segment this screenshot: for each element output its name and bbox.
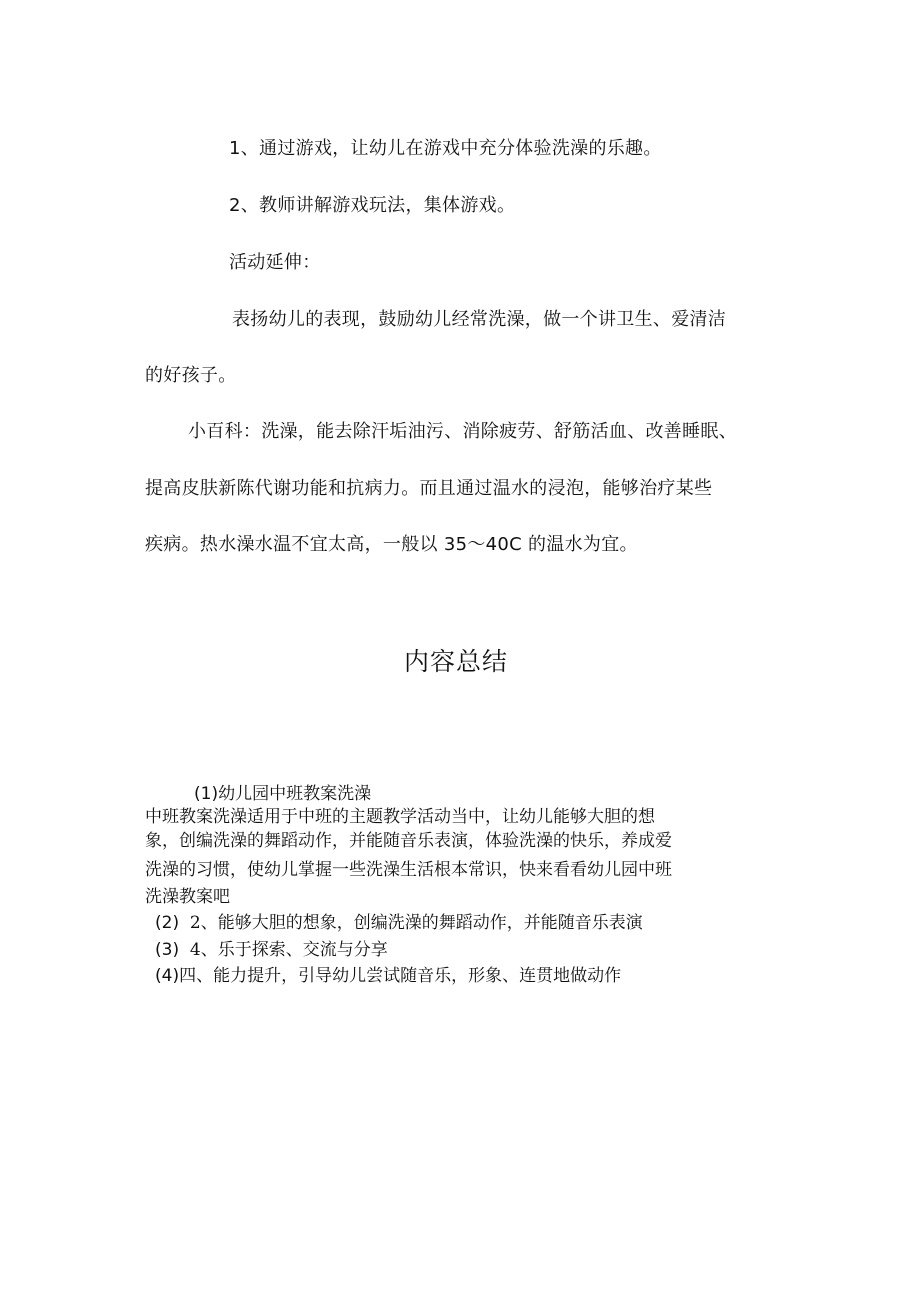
summary-item-2-number: (2) [155, 913, 180, 933]
body-paragraph-2: 2、教师讲解游戏玩法，集体游戏。 [229, 195, 516, 216]
summary-item-1-text-line-4: 洗澡教案吧 [145, 887, 230, 907]
summary-item-4-text: 四、能力提升，引导幼儿尝试随音乐，形象、连贯地做动作 [179, 966, 622, 986]
summary-item-4 [155, 965, 621, 987]
summary-item-4-number: (4) [155, 966, 180, 986]
body-paragraph-3-line-2: 的好孩子。 [145, 365, 237, 386]
summary-item-2 [155, 912, 643, 934]
body-paragraph-3-line-1: 表扬幼儿的表现，鼓励幼儿经常洗澡，做一个讲卫生、爱清洁 [232, 309, 727, 330]
summary-title: 内容总结 [404, 647, 509, 676]
summary-item-1-number: (1) [194, 784, 219, 804]
summary-item-1-title: 幼儿园中班教案洗澡 [218, 784, 372, 804]
summary-item-1-text-line-3: 洗澡的习惯，使幼儿掌握一些洗澡生活根本常识，快来看看幼儿园中班 [145, 860, 672, 880]
body-paragraph-4-line-3: 疾病。热水澡水温不宜太高，一般以 35〜40C 的温水为宜。 [145, 534, 638, 555]
summary-item-2-text: 2、能够大胆的想象，创编洗澡的舞蹈动作，并能随音乐表演 [189, 913, 643, 933]
summary-item-1-heading [194, 783, 371, 805]
extension-heading: 活动延伸： [229, 252, 321, 273]
body-paragraph-1: 1、通过游戏，让幼儿在游戏中充分体验洗澡的乐趣。 [229, 138, 662, 159]
body-paragraph-4-line-2: 提高皮肤新陈代谢功能和抗病力。而且通过温水的浸泡，能够治疗某些 [145, 478, 713, 499]
summary-item-1-text-line-1: 中班教案洗澡适用于中班的主题教学活动当中，让幼儿能够大胆的想 [145, 807, 655, 827]
summary-item-3-text: 4、乐于探索、交流与分享 [189, 940, 388, 960]
summary-item-3 [155, 939, 388, 961]
summary-item-3-number: (3) [155, 940, 180, 960]
summary-item-1-text-line-2: 象，创编洗澡的舞蹈动作，并能随音乐表演，体验洗澡的快乐，养成爱 [145, 831, 672, 851]
body-paragraph-4-line-1: 小百科：洗澡，能去除汗垢油污、消除疲劳、舒筋活血、改善睡眠、 [188, 421, 737, 442]
